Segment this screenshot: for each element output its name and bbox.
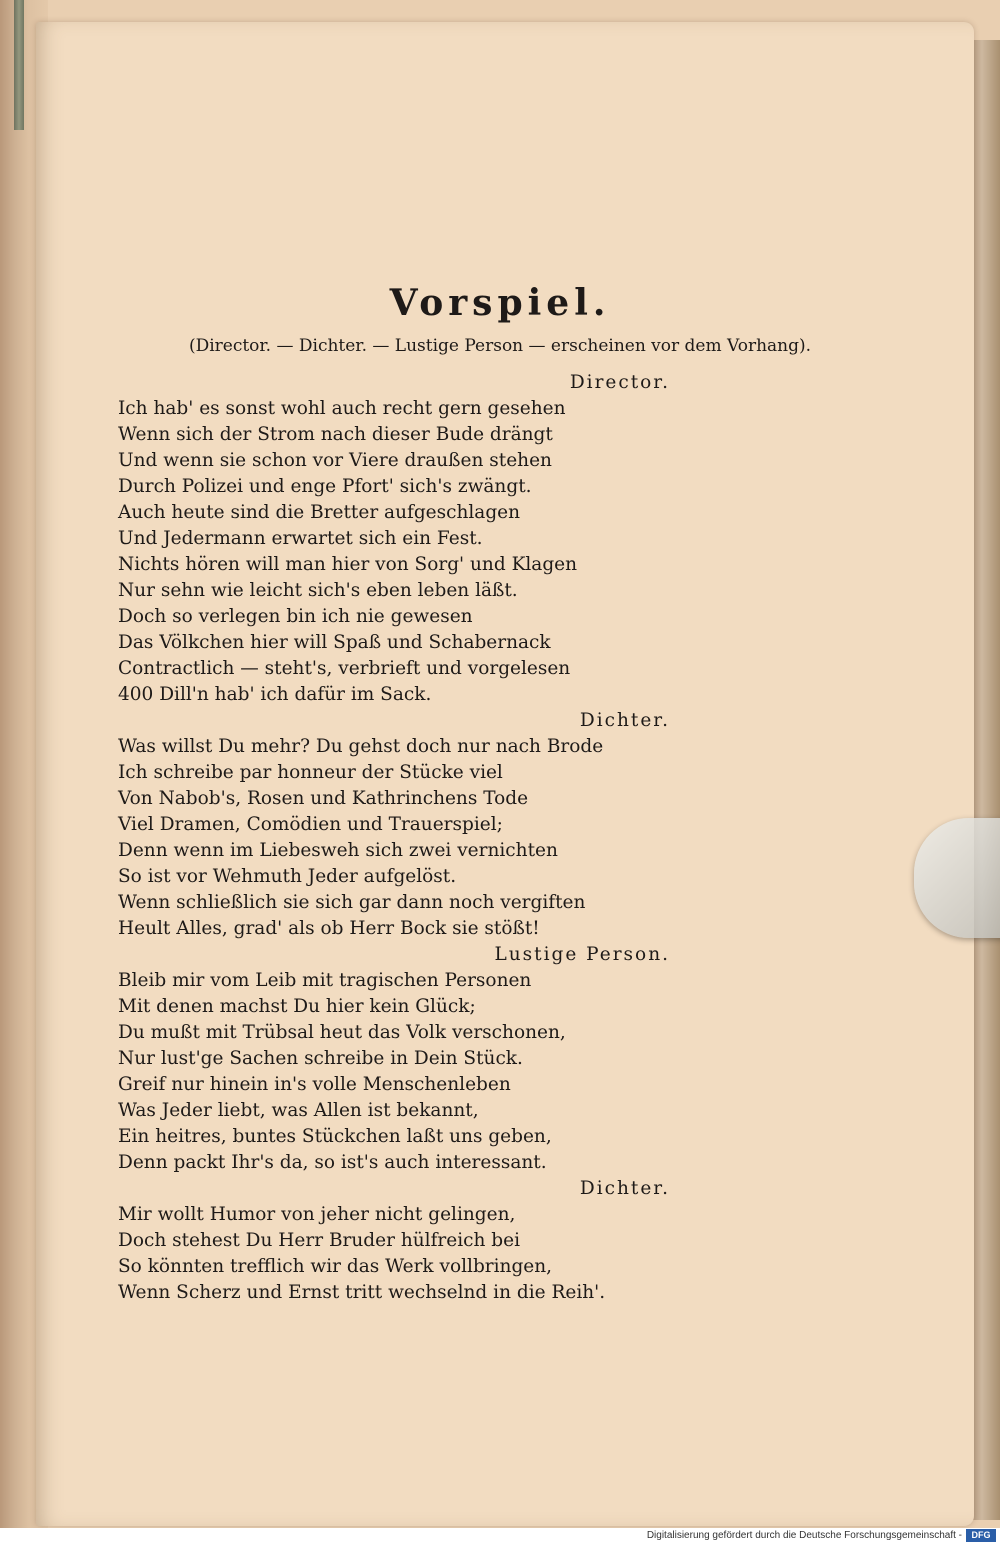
verse-line: Was willst Du mehr? Du gehst doch nur nach Brode (118, 736, 604, 757)
verse-line: Denn packt Ihr's da, so ist's auch interessant. (118, 1152, 547, 1173)
verse-line: Viel Dramen, Comödien und Trauerspiel; (118, 814, 503, 835)
verse-line: Nichts hören will man hier von Sorg' und Klagen (118, 554, 578, 575)
verse-line: Bleib mir vom Leib mit tragischen Personen (118, 970, 532, 991)
verse-line: Denn wenn im Liebesweh sich zwei vernichten (118, 840, 558, 861)
speaker-name: Dichter. (579, 1178, 670, 1199)
verse-line: Contractlich — steht's, verbrieft und vorgelesen (118, 658, 571, 679)
speaker-name: Director. (569, 372, 670, 393)
verse-line: Doch so verlegen bin ich nie gewesen (118, 606, 473, 627)
verse-line: Ein heitres, buntes Stückchen laßt uns geben, (118, 1126, 552, 1147)
dfg-logo: DFG (966, 1529, 996, 1542)
verse-line: Und wenn sie schon vor Viere draußen stehen (118, 450, 552, 471)
verse-line: Auch heute sind die Bretter aufgeschlagen (118, 502, 521, 523)
verse-line: Mit denen machst Du hier kein Glück; (118, 996, 476, 1017)
verse-line: Heult Alles, grad' als ob Herr Bock sie stößt! (118, 918, 540, 939)
verse-line: Nur sehn wie leicht sich's eben leben läßt. (118, 580, 518, 601)
page-edge (970, 40, 1000, 1520)
verse-line: Mir wollt Humor von jeher nicht gelingen, (118, 1204, 516, 1225)
verse-line: Das Völkchen hier will Spaß und Schabernack (118, 632, 551, 653)
verse-text (118, 370, 678, 1306)
verse-line: Wenn Scherz und Ernst tritt wechselnd in die Reih'. (118, 1282, 606, 1303)
digitization-notice: Digitalisierung gefördert durch die Deutsche Forschungsgemeinschaft - (646, 1530, 962, 1541)
speaker-name: Lustige Person. (494, 944, 670, 965)
page-title: Vorspiel. (389, 282, 611, 324)
verse-line: So ist vor Wehmuth Jeder aufgelöst. (118, 866, 457, 887)
verse-line: Durch Polizei und enge Pfort' sich's zwängt. (118, 476, 532, 497)
verse-line: So könnten trefflich wir das Werk vollbringen, (118, 1256, 553, 1277)
verse-line: Doch stehest Du Herr Bruder hülfreich bei (118, 1230, 520, 1251)
verse-line: Was Jeder liebt, was Allen ist bekannt, (118, 1100, 479, 1121)
verse-line: Von Nabob's, Rosen und Kathrinchens Tode (118, 788, 529, 809)
verse-line: Ich schreibe par honneur der Stücke viel (118, 762, 503, 783)
verse-line: 400 Dill'n hab' ich dafür im Sack. (118, 684, 432, 705)
verse-line: Wenn schließlich sie sich gar dann noch vergiften (118, 892, 586, 913)
verse-line: Wenn sich der Strom nach dieser Bude drängt (118, 424, 553, 445)
verse-line: Du mußt mit Trübsal heut das Volk verschonen, (118, 1022, 566, 1043)
verse-line: Nur lust'ge Sachen schreibe in Dein Stück. (118, 1048, 523, 1069)
verse-line: Und Jedermann erwartet sich ein Fest. (118, 528, 483, 549)
speaker-name: Dichter. (579, 710, 670, 731)
verse-line: Greif nur hinein in's volle Menschenleben (118, 1074, 511, 1095)
verse-line: Ich hab' es sonst wohl auch recht gern gesehen (118, 398, 566, 419)
binding-spine-strip (14, 0, 24, 130)
stage-direction: (Director. — Dichter. — Lustige Person — erscheinen vor dem Vorhang). (188, 336, 812, 356)
